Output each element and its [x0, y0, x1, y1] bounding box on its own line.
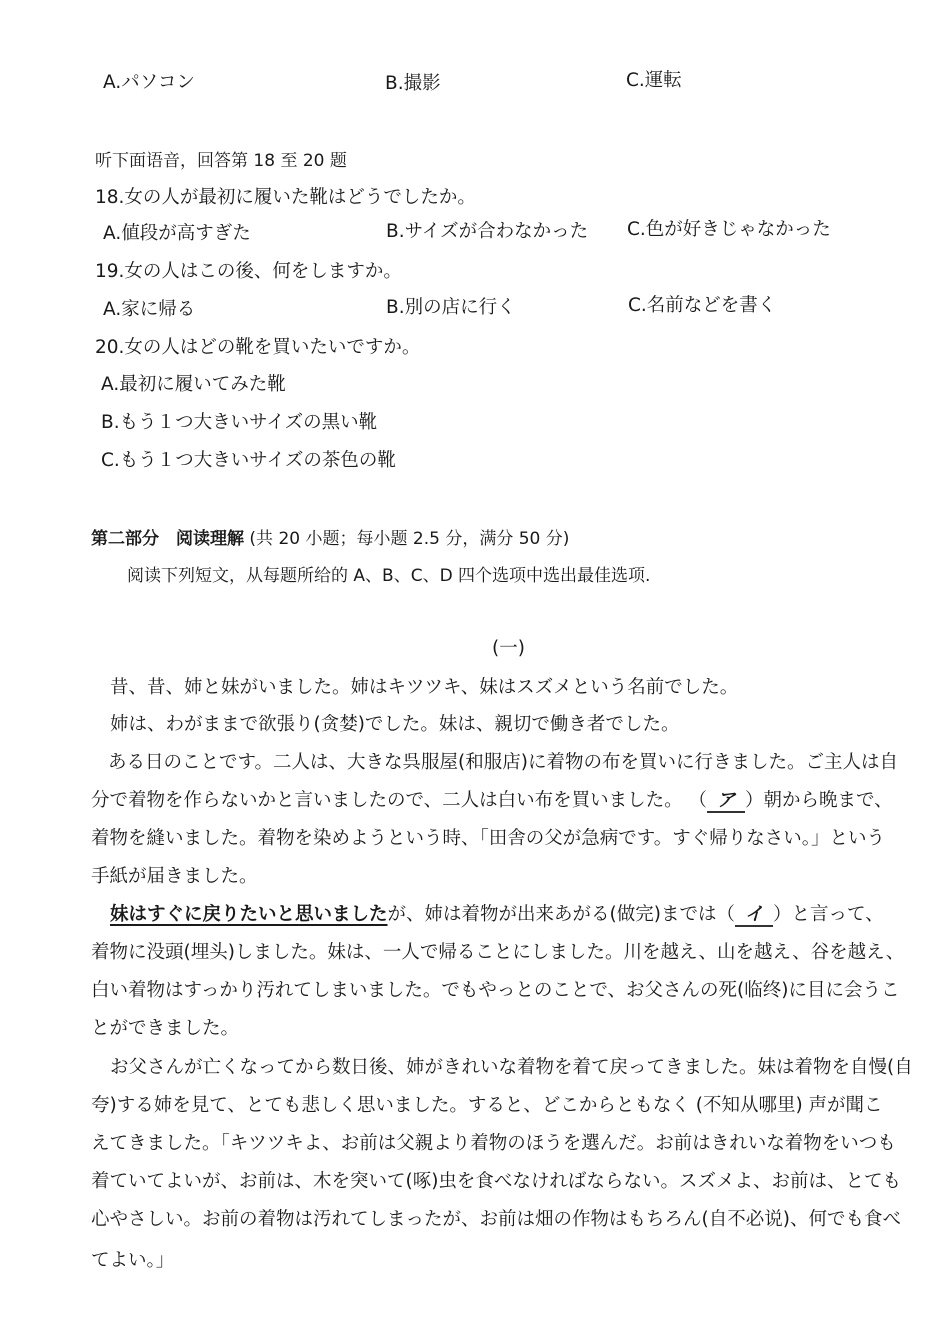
q20-option-b: B.もう１つ大きいサイズの黒い靴 — [101, 412, 378, 433]
q20-option-a: A.最初に履いてみた靴 — [101, 374, 286, 395]
passage-line: 夸)する姉を見て、とても悲しく思いました。すると、どこからともなく (不知从哪里) 声が聞こ — [91, 1095, 883, 1116]
blank-a: ア — [707, 791, 745, 813]
passage-text: 分で着物を作らないかと言いましたので、二人は白い布を買いました。 — [91, 790, 683, 811]
q19-option-c: C.名前などを書く — [628, 295, 777, 316]
blank-i: イ — [735, 905, 773, 927]
listening-instruction: 听下面语音，回答第 18 至 20 题 — [95, 151, 347, 171]
q17-option-a: A.パソコン — [103, 72, 195, 93]
passage-text: と言って、 — [791, 904, 884, 925]
q18-question: 18.女の人が最初に履いた靴はどうでしたか。 — [95, 187, 476, 208]
passage-text: が、姉は着物が出来あがる(做完)までは — [387, 904, 717, 925]
q20-option-c: C.もう１つ大きいサイズの茶色の靴 — [101, 450, 396, 471]
q17-option-b: B.撮影 — [385, 73, 441, 94]
passage-line: 着ていてよいが、お前は、木を突いて(啄)虫を食べなければならない。スズメよ、お前は、とても — [91, 1171, 901, 1192]
section-heading — [91, 527, 569, 551]
q18-option-b: B.サイズが合わなかった — [386, 221, 589, 242]
q19-question: 19.女の人はこの後、何をしますか。 — [95, 261, 402, 282]
passage-line: 妹はすぐに戻りたいと思いましたが、姉は着物が出来あがる(做完)までは（ イ ）と言って、 — [110, 904, 884, 925]
passage-text: 朝から晩まで、 — [763, 790, 893, 811]
passage-line: 心やさしい。お前の着物は汚れてしまったが、お前は畑の作物はもちろん(自不必说)、何でも食べ — [91, 1209, 901, 1230]
passage-line: お父さんが亡くなってから数日後、姉がきれいな着物を着て戻ってきました。妹は着物を自慢(自 — [110, 1057, 913, 1078]
q18-option-a: A.値段が高すぎた — [103, 223, 251, 244]
passage-line: 分で着物を作らないかと言いましたので、二人は白い布を買いました。 （ ア ）朝から晩まで、 — [91, 790, 893, 811]
q19-option-a: A.家に帰る — [103, 299, 196, 320]
passage-line: とができました。 — [91, 1018, 240, 1039]
q20-question: 20.女の人はどの靴を買いたいですか。 — [95, 337, 421, 358]
passage-line: えてきました。「キツツキよ、お前は父親より着物のほうを選んだ。お前はきれいな着物をいつも — [91, 1133, 896, 1154]
passage-line: 姉は、わがままで欲張り(贪婪)でした。妹は、親切で働き者でした。 — [110, 714, 680, 735]
q19-option-b: B.別の店に行く — [386, 297, 516, 318]
section-detail: (共 20 小题；每小题 2.5 分，满分 50 分) — [249, 529, 570, 549]
passage-line: てよい。」 — [91, 1250, 175, 1271]
passage-line: 手紙が届きました。 — [91, 866, 258, 887]
q18-option-c: C.色が好きじゃなかった — [627, 219, 831, 240]
passage-number: (一) — [492, 638, 525, 659]
passage-line: ある日のことです。二人は、大きな呉服屋(和服店)に着物の布を買いに行きました。ご主人は自 — [108, 752, 898, 773]
section-title: 第二部分 阅读理解 — [91, 529, 244, 549]
section-instruction: 阅读下列短文，从每题所给的 A、B、C、D 四个选项中选出最佳选项. — [127, 566, 651, 586]
passage-line: 着物に没頭(埋头)しました。妹は、一人で帰ることにしました。川を越え、山を越え、谷を越え、 — [91, 942, 905, 963]
passage-line: 昔、昔、姉と妹がいました。姉はキツツキ、妹はスズメという名前でした。 — [110, 677, 739, 698]
q17-option-c: C.運転 — [626, 70, 682, 91]
passage-line: 着物を縫いました。着物を染めようという時、「田舎の父が急病です。すぐ帰りなさい。」という — [91, 828, 886, 849]
underlined-sentence: 妹はすぐに戻りたいと思いました — [110, 904, 388, 925]
passage-line: 白い着物はすっかり汚れてしまいました。でもやっとのことで、お父さんの死(临终)に目に会うこ — [91, 980, 900, 1001]
